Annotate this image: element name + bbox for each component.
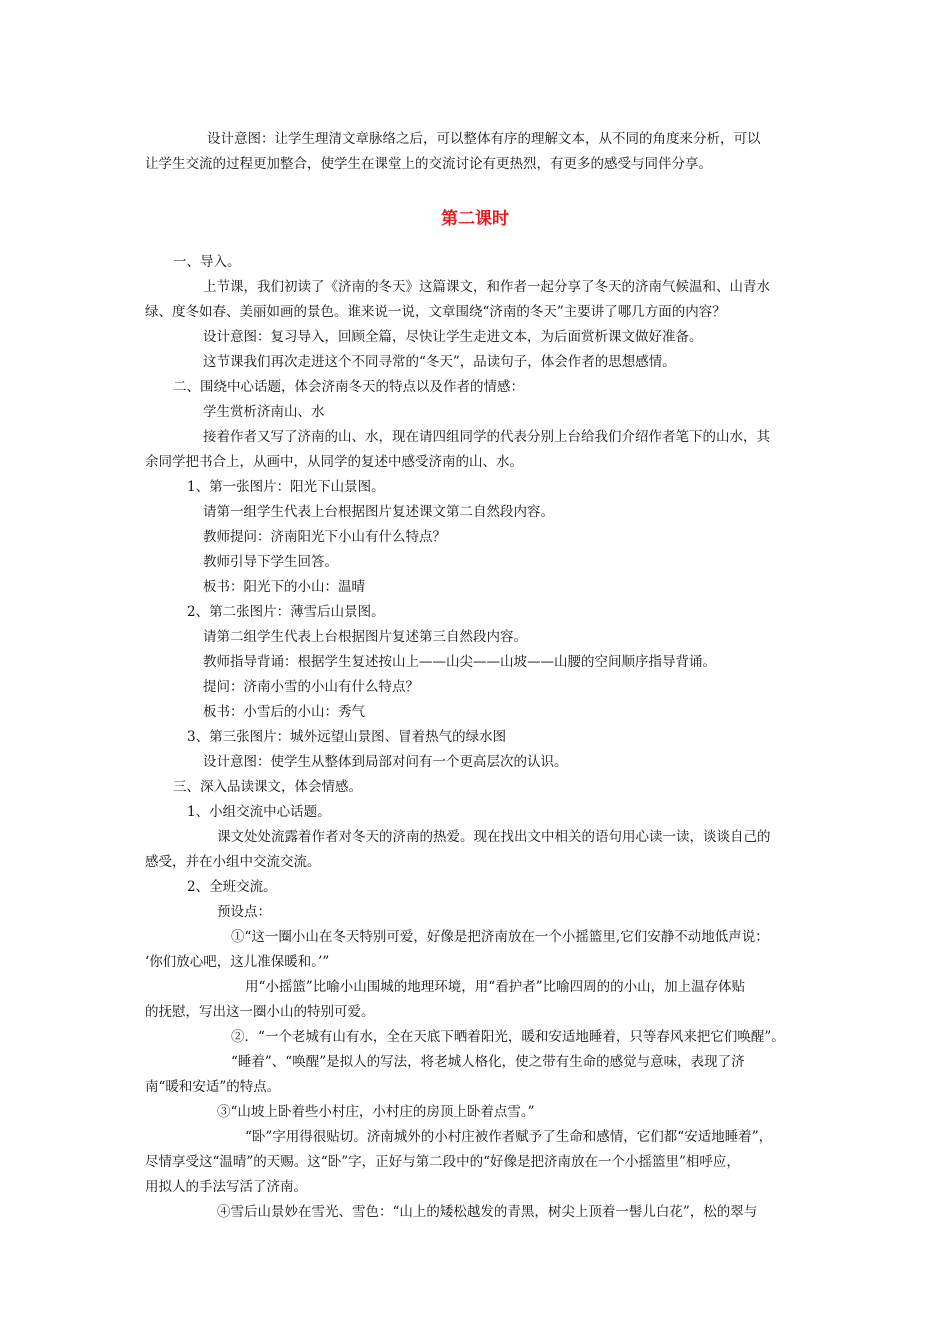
list-item: 1、小组交流中心话题。: [187, 804, 331, 820]
paragraph-line: “睡着”、“唤醒”是拟人的写法，将老城人格化，使之带有生命的感觉与意味，表现了济: [231, 1054, 745, 1070]
paragraph-line: 预设点：: [217, 904, 271, 920]
list-item: 2、第二张图片：薄雪后山景图。: [187, 604, 385, 620]
paragraph-line: 南“暖和安适”的特点。: [145, 1079, 281, 1095]
paragraph-line: 请第二组学生代表上台根据图片复述第三自然段内容。: [203, 629, 527, 645]
intro-line-2: 让学生交流的过程更加整合，使学生在课堂上的交流讨论有更热烈，有更多的感受与同伴分享。: [145, 156, 712, 172]
paragraph-line: 学生赏析济南山、水: [203, 404, 325, 420]
paragraph-line: 用“小摇篮”比喻小山围城的地理环境，用“看护者”比喻四周的的小山，加上温存体贴: [245, 979, 746, 995]
list-item: 2、全班交流。: [187, 879, 277, 895]
paragraph-line: 绿、度冬如春、美丽如画的景色。谁来说一说，文章围绕“济南的冬天”主要讲了哪几方面的内容？: [145, 304, 726, 320]
paragraph-line: 用拟人的手法写活了济南。: [145, 1179, 307, 1195]
quote-line: ②．“一个老城有山有水，全在天底下晒着阳光，暖和安适地睡着，只等春风来把它们唤醒”。: [231, 1029, 785, 1045]
paragraph-line: 尽情享受这“温晴”的天赐。这“卧”字，正好与第二段中的“好像是把济南放在一个小摇篮里”相呼应，: [145, 1154, 740, 1170]
paragraph-line: 教师提问：济南阳光下小山有什么特点？: [203, 529, 446, 545]
paragraph-line: 教师引导下学生回答。: [203, 554, 338, 570]
heading-intro: 一、导入。: [173, 254, 241, 270]
paragraph-line: 设计意图：复习导入，回顾全篇，尽快让学生走进文本，为后面赏析课文做好准备。: [203, 329, 703, 345]
paragraph-line: 提问：济南小雪的小山有什么特点？: [203, 679, 419, 695]
paragraph-line: 课文处处流露着作者对冬天的济南的热爱。现在找出文中相关的语句用心读一读，谈谈自己的: [217, 829, 771, 845]
paragraph-line: 感受，并在小组中交流交流。: [145, 854, 321, 870]
paragraph-line: 这节课我们再次走进这个不同寻常的“冬天”，品读句子，体会作者的思想感情。: [203, 354, 676, 370]
section-title: 第二课时: [441, 209, 509, 229]
quote-line: ④雪后山景妙在雪光、雪色：“山上的矮松越发的青黑，树尖上顶着一髻儿白花”，松的翠与: [217, 1204, 758, 1220]
paragraph-line: 接着作者又写了济南的山、水，现在请四组同学的代表分别上台给我们介绍作者笔下的山水，其: [203, 429, 770, 445]
paragraph-line: “卧”字用得很贴切。济南城外的小村庄被作者赋予了生命和感情，它们都“安适地睡着”，: [245, 1129, 773, 1145]
paragraph-line: 教师指导背诵：根据学生复述按山上——山尖——山坡——山腰的空间顺序指导背诵。: [203, 654, 716, 670]
list-item: 3、第三张图片：城外远望山景图、冒着热气的绿水图: [187, 729, 507, 745]
paragraph-line: 板书：阳光下的小山：温晴: [203, 579, 365, 595]
quote-line: ‘你们放心吧，这儿准保暖和。’”: [145, 954, 330, 970]
paragraph-line: 设计意图：使学生从整体到局部对问有一个更高层次的认识。: [203, 754, 568, 770]
paragraph-line: 上节课，我们初读了《济南的冬天》这篇课文，和作者一起分享了冬天的济南气候温和、山青水: [203, 279, 770, 295]
paragraph-line: 余同学把书合上，从画中，从同学的复述中感受济南的山、水。: [145, 454, 523, 470]
paragraph-line: 请第一组学生代表上台根据图片复述课文第二自然段内容。: [203, 504, 554, 520]
list-item: 1、第一张图片：阳光下山景图。: [187, 479, 385, 495]
heading-section-3: 三、深入品读课文，体会情感。: [173, 779, 362, 795]
quote-line: ①“这一圈小山在冬天特别可爱，好像是把济南放在一个小摇篮里,它们安静不动地低声说：: [231, 929, 769, 945]
heading-section-2: 二、围绕中心话题，体会济南冬天的特点以及作者的情感：: [173, 379, 524, 395]
intro-line-1: 设计意图：让学生理清文章脉络之后，可以整体有序的理解文本，从不同的角度来分析，可以: [207, 131, 761, 147]
paragraph-line: 板书：小雪后的小山：秀气: [203, 704, 365, 720]
paragraph-line: 的抚慰，写出这一圈小山的特别可爱。: [145, 1004, 375, 1020]
quote-line: ③“山坡上卧着些小村庄，小村庄的房顶上卧着点雪。”: [217, 1104, 535, 1120]
